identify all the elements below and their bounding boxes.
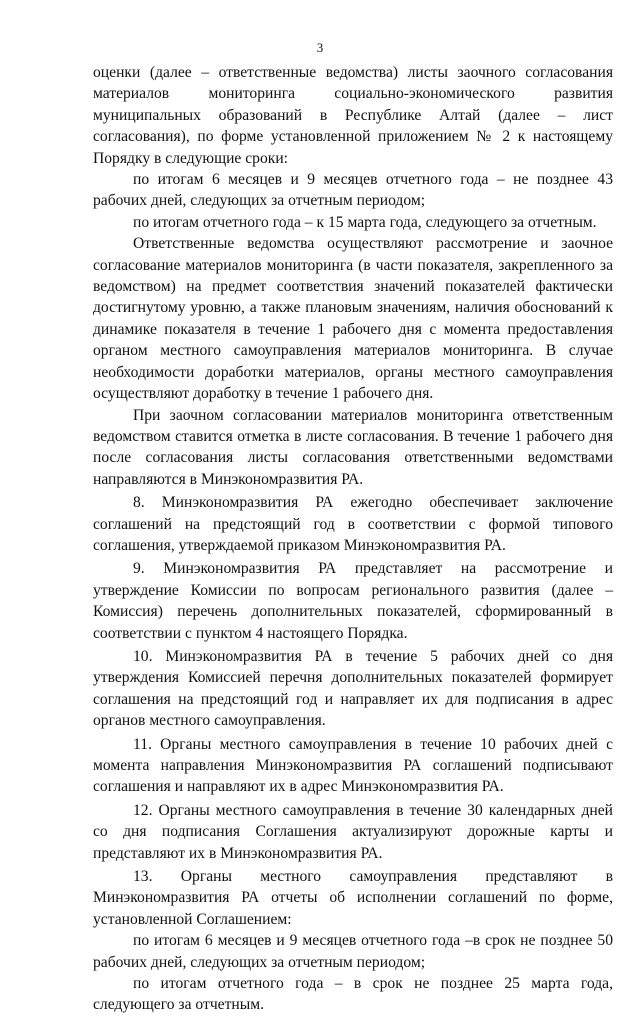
paragraph-responsible-agencies: Ответственные ведомства осуществляют рассмотрение и заочное согласование материалов мониторинга (в части показателя, закрепленного за ведомством) на предмет соответствия значений показателей фактически достигнутому уровню, а также плановым значениям, наличия обоснований к динамике показателя в течение 1 рабочего дня с момента предоставления органом местного самоуправления материалов мониторинга. В случае необходимости доработки материалов, органы местного самоуправления осуществляют доработку в течение 1 рабочего дня. — [93, 235, 613, 403]
paragraph-continuation: оценки (далее – ответственные ведомства) листы заочного согласования материалов мониторинга социально-экономического развития муниципальных образований в Республике Алтай (далее – лист согласования), по форме установленной приложением № 2 к настоящему Порядку в следующие сроки: — [93, 64, 613, 167]
paragraph-approval-mark: При заочном согласовании материалов мониторинга ответственным ведомством ставится отметка в листе согласования. В течение 1 рабочего дня после согласования листы согласования ответственными ведомствами направляются в Минэкономразвития РА. — [93, 406, 613, 488]
paragraph-item-13: 13. Органы местного самоуправления представляют в Минэкономразвития РА отчеты об исполнении соглашений по форме, установленной Соглашением: — [93, 868, 613, 928]
paragraph-item-9: 9. Минэкономразвития РА представляет на рассмотрение и утверждение Комиссии по вопросам регионального развития (далее – Комиссия) перечень дополнительных показателей, сформированный в соответствии с пунктом 4 настоящего Порядка. — [93, 560, 613, 642]
paragraph-deadline-6-9-months: по итогам 6 месяцев и 9 месяцев отчетного года – не позднее 43 рабочих дней, следующих за отчетным периодом; — [93, 171, 613, 210]
page-number: 3 — [316, 40, 324, 55]
paragraph-item-11: 11. Органы местного самоуправления в течение 10 рабочих дней с момента направления Минэкономразвития РА соглашений подписывают соглашения и направляют их в адрес Минэкономразвития РА. — [93, 735, 613, 796]
paragraph-report-6-9-months: по итогам 6 месяцев и 9 месяцев отчетного года –в срок не позднее 50 рабочих дней, следующих за отчетным периодом; — [93, 932, 613, 971]
paragraph-item-10: 10. Минэкономразвития РА в течение 5 рабочих дней со дня утверждения Комиссией перечня дополнительных показателей формирует соглашения на предстоящий год и направляет их для подписания в адрес органов местного самоуправления. — [93, 647, 613, 730]
document-body — [93, 62, 613, 1016]
paragraph-item-12: 12. Органы местного самоуправления в течение 30 календарных дней со дня подписания Соглашения актуализируют дорожные карты и представляют их в Минэкономразвития РА. — [93, 801, 613, 862]
paragraph-report-annual: по итогам отчетного года – в срок не позднее 25 марта года, следующего за отчетным. — [93, 975, 613, 1014]
paragraph-deadline-annual: по итогам отчетного года – к 15 марта года, следующего за отчетным. — [133, 213, 597, 231]
paragraph-item-8: 8. Минэкономразвития РА ежегодно обеспечивает заключение соглашений на предстоящий год в соответствии с формой типового соглашения, утверждаемой приказом Минэкономразвития РА. — [93, 494, 613, 554]
